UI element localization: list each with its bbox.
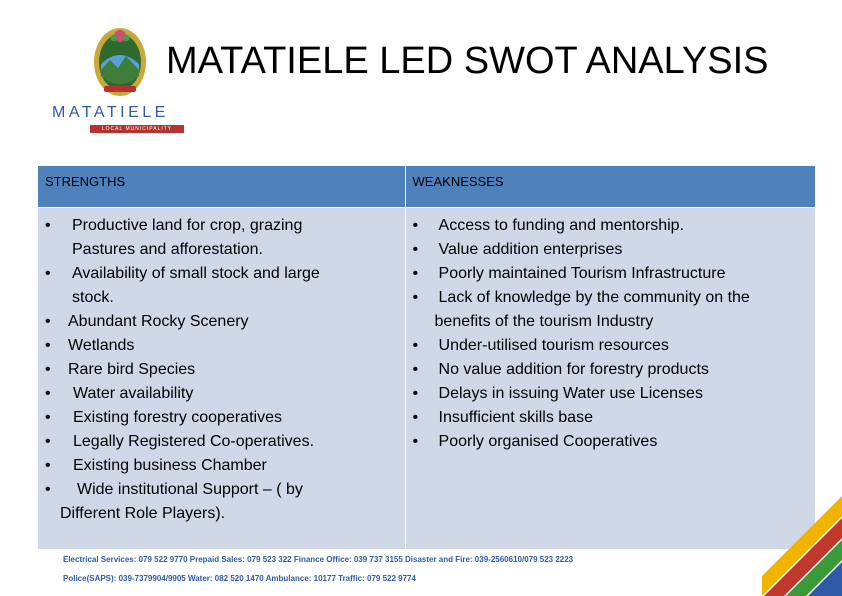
list-item: • Legally Registered Co-operatives. xyxy=(45,433,315,450)
list-item: • Access to funding and mentorship. xyxy=(412,217,685,234)
list-item: • Existing forestry cooperatives xyxy=(45,409,282,426)
list-item: • Availability of small stock and large xyxy=(45,265,320,282)
list-item: • Water availability xyxy=(45,385,194,402)
list-item: • Rare bird Species xyxy=(45,361,196,378)
strengths-list xyxy=(38,214,405,526)
page-title: MATATIELE LED SWOT ANALYSIS xyxy=(166,40,769,82)
weaknesses-list xyxy=(406,214,815,454)
list-item: • Productive land for crop, grazing xyxy=(45,217,303,234)
logo-name: MATATIELE xyxy=(52,104,169,121)
list-item: • Poorly organised Cooperatives xyxy=(412,433,658,450)
strengths-header: STRENGTHS xyxy=(38,166,406,208)
list-item: • Delays in issuing Water use Licenses xyxy=(412,385,703,402)
crest-icon xyxy=(92,26,148,98)
strengths-cell xyxy=(38,208,406,550)
list-item: • Poorly maintained Tourism Infrastructure xyxy=(412,265,726,282)
list-item: • Insufficient skills base xyxy=(412,409,593,426)
weaknesses-header: WEAKNESSES xyxy=(405,166,815,208)
list-item: benefits of the tourism Industry xyxy=(434,313,654,330)
list-item: • Wetlands xyxy=(45,337,135,354)
contact-line-2: Police(SAPS): 039-7379904/9905 Water: 082 520 1470 Ambulance: 10177 Traffic: 079 522 9774 xyxy=(63,574,416,583)
contact-line-1: Electrical Services: 079 522 9770 Prepaid Sales: 079 523 322 Finance Office: 039 737 3155 Disaster and Fire: 039-2560610/079 523 2223 xyxy=(63,555,574,564)
logo-subtitle: LOCAL MUNICIPALITY xyxy=(90,125,184,133)
list-item: Different Role Players). xyxy=(60,505,226,522)
list-item: • No value addition for forestry products xyxy=(412,361,709,378)
list-item: • Existing business Chamber xyxy=(45,457,267,474)
list-item: • Lack of knowledge by the community on the xyxy=(412,289,750,306)
list-item: • Value addition enterprises xyxy=(412,241,623,258)
contact-footer xyxy=(63,550,573,588)
swot-table xyxy=(37,165,816,550)
list-item: • Under-utilised tourism resources xyxy=(412,337,669,354)
list-item: stock. xyxy=(72,289,114,306)
list-item: • Wide institutional Support – ( by xyxy=(45,481,303,498)
corner-stripes-decoration xyxy=(762,496,842,596)
list-item: Pastures and afforestation. xyxy=(72,241,263,258)
list-item: • Abundant Rocky Scenery xyxy=(45,313,249,330)
weaknesses-cell xyxy=(405,208,815,550)
